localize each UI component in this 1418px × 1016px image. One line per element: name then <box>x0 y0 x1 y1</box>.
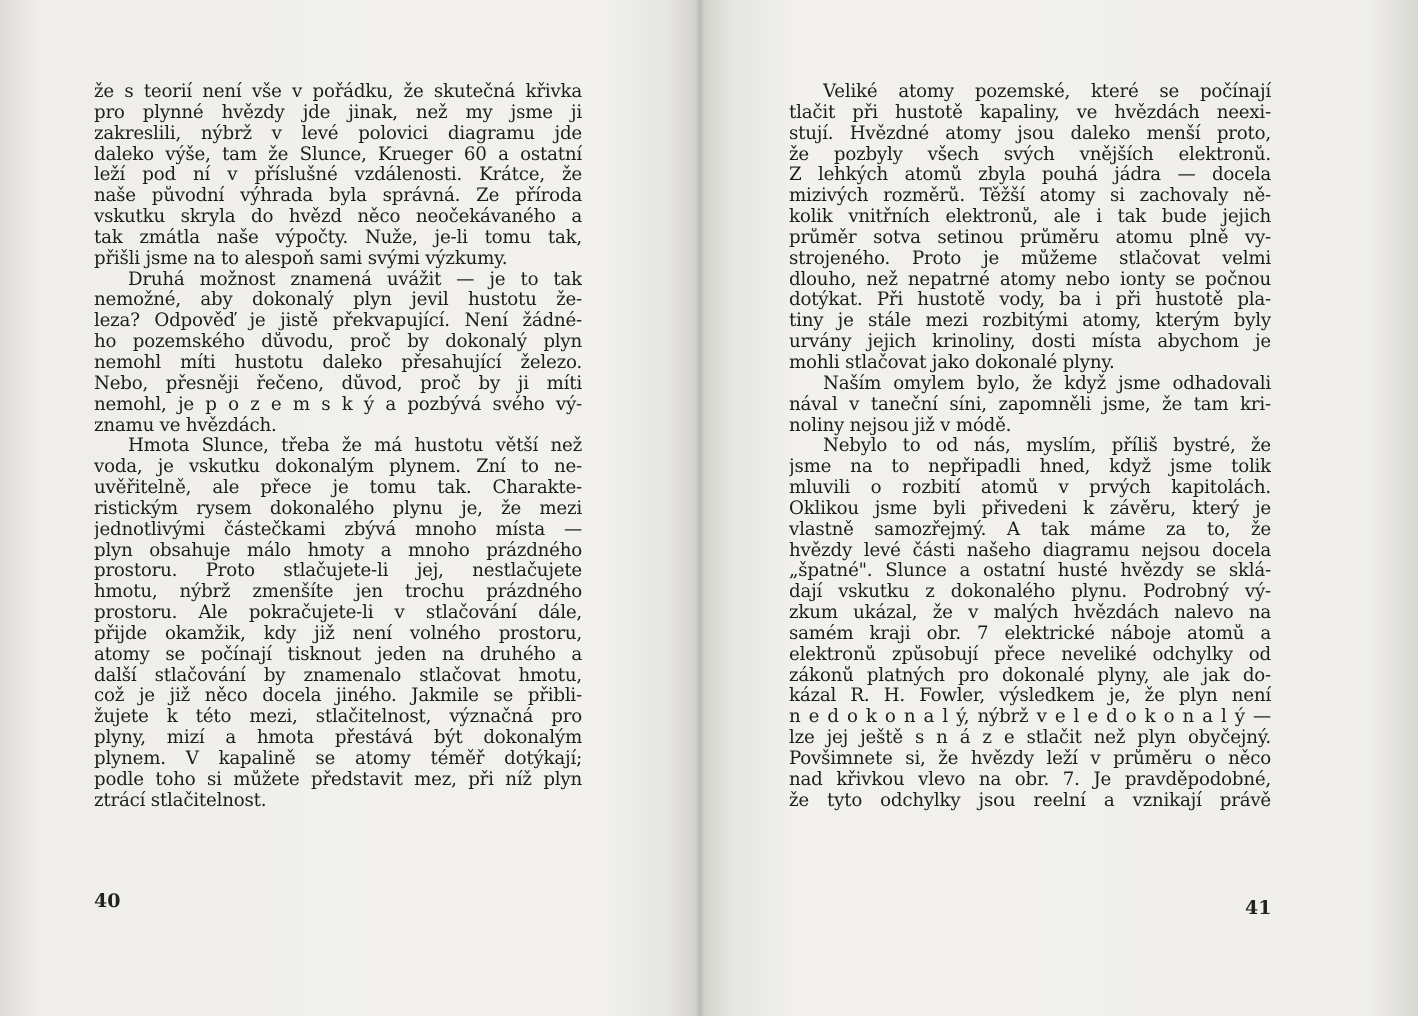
text-line: mizivých rozměrů. Těžší atomy si zachovaly ně- <box>789 186 1271 207</box>
text-line: voda, je vskutku dokonalým plynem. Zní to ne- <box>94 457 582 478</box>
text-line: že pozbyly všech svých vnějších elektronů. <box>789 144 1271 165</box>
text-line: naše původní výhrada byla správná. Že příroda <box>94 186 582 207</box>
text-line: ho pozemského důvodu, proč by dokonalý plyn <box>94 332 582 353</box>
text-line: uvěřitelně, ale přece je tomu tak. Charakte- <box>94 478 582 499</box>
text-line: „špatné". Slunce a ostatní husté hvězdy se sklá- <box>789 561 1271 582</box>
text-line: daleko výše, tam že Slunce, Krueger 60 a ostatní <box>94 144 582 165</box>
text-line: samém kraji obr. 7 elektrické náboje atomů a <box>789 623 1271 644</box>
text-line: plyny, mizí a hmota přestává být dokonalým <box>94 728 582 749</box>
text-line: zákonů platných pro dokonalé plyny, ale jak do- <box>789 665 1271 686</box>
text-line: že s teorií není vše v pořádku, že skutečná křivka <box>94 82 582 102</box>
text-line: hvězdy levé části našeho diagramu nejsou docela <box>789 540 1271 561</box>
text-line: vskutku skryla do hvězd něco neočekávaného a <box>94 207 582 228</box>
text-line: průměr sotva setinou průměru atomu plně vy- <box>789 227 1271 248</box>
text-line: prostoru. Ale pokračujete-li v stlačování dále, <box>94 603 582 624</box>
text-line: nemohl míti hustotu daleko přesahující železo. <box>94 352 582 373</box>
text-line: žujete k této mezi, stlačitelnost, význačná pro <box>94 707 582 728</box>
right-page-text <box>789 82 1271 812</box>
text-line: pro plynné hvězdy jde jinak, než my jsme ji <box>94 102 582 123</box>
text-line: hmotu, nýbrž zmenšíte jen trochu prázdného <box>94 582 582 603</box>
text-line: tlačit při hustotě kapaliny, ve hvězdách neexi- <box>789 102 1271 123</box>
text-line: ristickým rysem dokonalého plynu je, že mezi <box>94 498 582 519</box>
book-fold <box>695 0 705 1016</box>
text-line: kolik vnitřních elektronů, ale i tak bude jejich <box>789 207 1271 228</box>
text-line: elektronů způsobují přece neveliké odchylky od <box>789 644 1271 665</box>
text-line: kázal R. H. Fowler, výsledkem je, že plyn není <box>789 686 1271 707</box>
text-line: Naším omylem bylo, že když jsme odhadovali <box>823 373 1271 394</box>
text-line: Veliké atomy pozemské, které se počínají <box>823 82 1271 102</box>
text-line: dají vskutku z dokonalého plynu. Podrobný vý- <box>789 582 1271 603</box>
text-line: prostoru. Proto stlačujete-li jej, nestlačujete <box>94 561 582 582</box>
text-line: tiny je stále mezi rozbitými atomy, kterým byly <box>789 311 1271 332</box>
text-line: stují. Hvězdné atomy jsou daleko menší proto, <box>789 123 1271 144</box>
text-line: lze jej ještě s n á z e stlačit než plyn obyčejný. <box>789 728 1271 749</box>
text-line: Druhá možnost znamená uvážit — je to tak <box>128 269 582 290</box>
text-line: leží pod ní v příslušné vzdálenosti. Krátce, že <box>94 165 582 186</box>
text-line: dotýkat. Při hustotě vody, ba i při hustotě pla- <box>789 290 1271 311</box>
text-line: strojeného. Proto je můžeme stlačovat velmi <box>789 248 1271 269</box>
text-line: podle toho si můžete představit mez, při níž plyn <box>94 769 582 790</box>
text-line: přišli jsme na to alespoň sami svými výzkumy. <box>94 248 508 269</box>
text-line: mluvili o rozbití atomů v prvých kapitolách. <box>789 478 1271 499</box>
text-line: vlastně samozřejmý. A tak máme za to, že <box>789 519 1271 540</box>
text-line: mohli stlačovat jako dokonalé plyny. <box>789 352 1115 373</box>
text-line: leza? Odpověď je jistě překvapující. Není žádné- <box>94 311 582 332</box>
text-line: znamu ve hvězdách. <box>94 415 277 436</box>
text-line: n e d o k o n a l ý, nýbrž v e l e d o k o n a l ý — <box>789 707 1271 728</box>
left-page-number: 40 <box>94 890 121 912</box>
text-line: nával v taneční síni, zapomněli jsme, že tam kri- <box>789 394 1271 415</box>
text-line: nad křivkou vlevo na obr. 7. Je pravděpodobné, <box>789 769 1271 790</box>
text-line: atomy se počínají tisknout jeden na druhého a <box>94 644 582 665</box>
text-line: Oklikou jsme byli přivedeni k závěru, který je <box>789 498 1271 519</box>
text-line: přijde okamžik, kdy již není volného prostoru, <box>94 623 582 644</box>
text-line: Nebylo to od nás, myslím, příliš bystré, že <box>823 436 1271 457</box>
right-page-number: 41 <box>1245 897 1272 919</box>
text-line: že tyto odchylky jsou reelní a vznikají právě <box>789 790 1271 811</box>
left-page-text <box>94 82 582 812</box>
text-line: nemohl, je p o z e m s k ý a pozbývá svého vý- <box>94 394 582 415</box>
text-line: Nebo, přesněji řečeno, důvod, proč by ji míti <box>94 373 582 394</box>
text-line: nemožné, aby dokonalý plyn jevil hustotu že- <box>94 290 582 311</box>
text-line: ztrácí stlačitelnost. <box>94 790 267 811</box>
text-line: plyn obsahuje málo hmoty a mnoho prázdného <box>94 540 582 561</box>
text-line: tak zmátla naše výpočty. Nuže, je-li tomu tak, <box>94 227 582 248</box>
text-line: jsme na to nepřipadli hned, když jsme tolik <box>789 457 1271 478</box>
text-line: jednotlivými částečkami zbývá mnoho místa — <box>94 519 582 540</box>
text-line: plynem. V kapalině se atomy téměř dotýkají; <box>94 749 582 769</box>
text-line: Hmota Slunce, třeba že má hustotu větší než <box>128 436 582 457</box>
text-line: zakreslili, nýbrž v levé polovici diagramu jde <box>94 123 582 144</box>
text-line: noliny nejsou již v módě. <box>789 415 1012 436</box>
text-line: další stlačování by znamenalo stlačovat hmotu, <box>94 665 582 686</box>
text-line: Z lehkých atomů zbyla pouhá jádra — docela <box>789 165 1271 186</box>
text-line: urvány jejich krinoliny, dosti místa abychom je <box>789 332 1271 353</box>
text-line: dlouho, než nepatrné atomy nebo ionty se počnou <box>789 269 1271 290</box>
text-line: zkum ukázal, že v malých hvězdách nalevo na <box>789 603 1271 624</box>
text-line: Povšimnete si, že hvězdy leží v průměru o něco <box>789 749 1271 769</box>
text-line: což je již něco docela jiného. Jakmile se přibli- <box>94 686 582 707</box>
